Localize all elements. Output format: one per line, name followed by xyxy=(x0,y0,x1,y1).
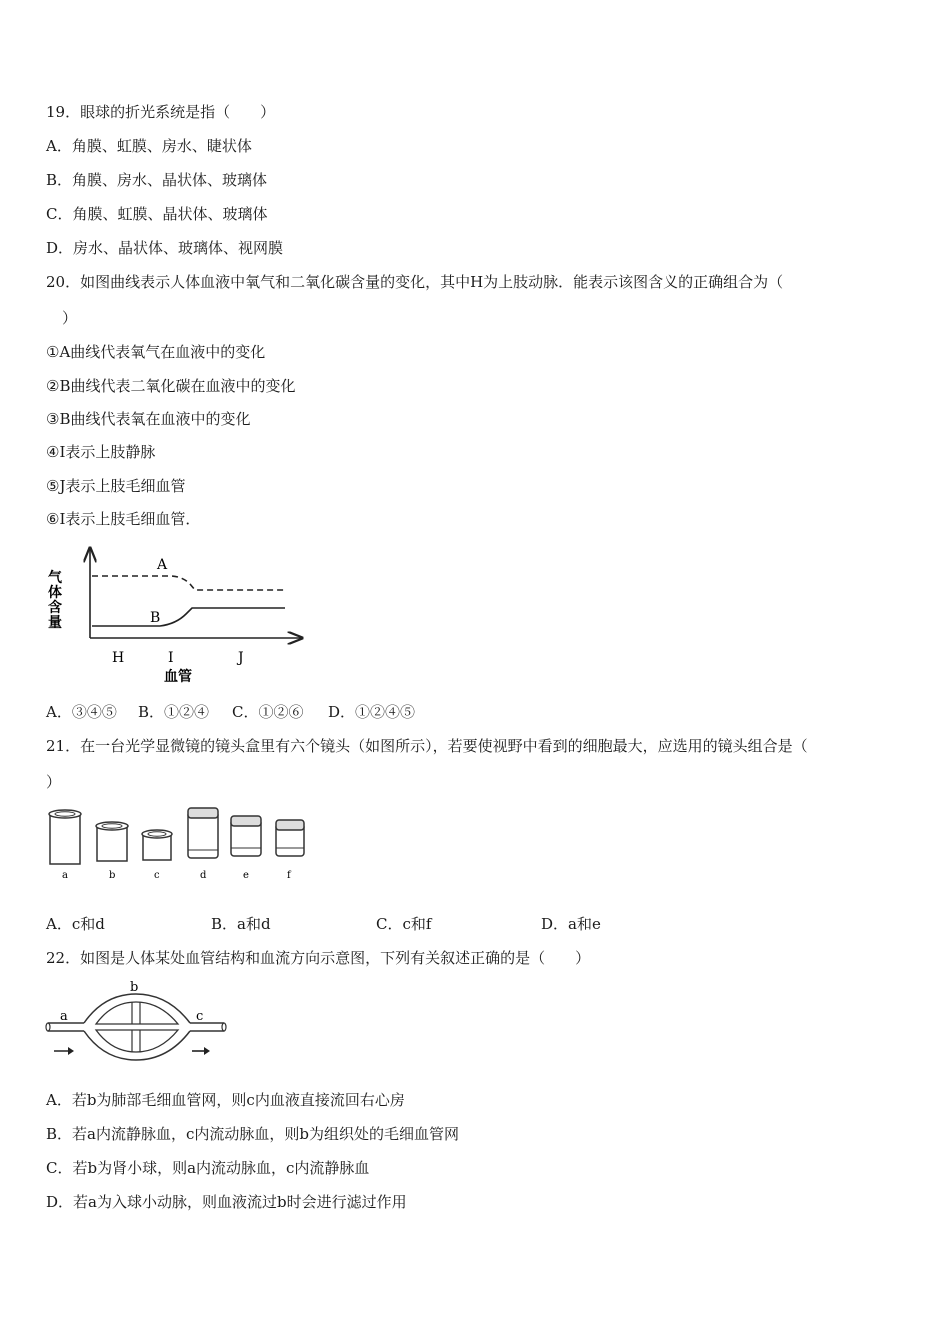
vessel-a xyxy=(48,1023,84,1031)
x-label-i: I xyxy=(168,650,174,666)
q21-option-b: B．a和d xyxy=(211,915,271,933)
lens-e xyxy=(231,816,261,856)
q22-option-d: D．若a为入球小动脉，则血液流过b时会进行滤过作用 xyxy=(46,1193,407,1211)
lens-a xyxy=(49,810,81,864)
flow-arrow-out xyxy=(192,1047,210,1055)
vessel-label-b: b xyxy=(130,980,139,995)
curve-a xyxy=(92,576,285,590)
q21-stem-line1: 21．在一台光学显微镜的镜头盒里有六个镜头（如图所示），若要使视野中看到的细胞最大，应选用的镜头组合是（ xyxy=(46,737,808,755)
curve-a-label: A xyxy=(157,557,168,573)
q20-statement-4: ④I表示上肢静脉 xyxy=(46,443,156,461)
q19-option-b: B．角膜、房水、晶状体、玻璃体 xyxy=(46,171,268,189)
q20-gas-content-figure xyxy=(40,540,320,690)
curve-b-label: B xyxy=(150,610,161,626)
vessel-b-outer xyxy=(84,994,190,1060)
lens-label-d: d xyxy=(200,870,207,881)
q20-option-d: D．①②④⑤ xyxy=(328,703,416,721)
vessel-b-inner xyxy=(96,1002,178,1052)
lens-label-b: b xyxy=(109,870,116,881)
lens-label-e: e xyxy=(243,870,249,881)
q20-statement-3: ③B曲线代表氧在血液中的变化 xyxy=(46,410,251,428)
q22-option-c: C．若b为肾小球，则a内流动脉血，c内流静脉血 xyxy=(46,1159,370,1177)
vessel-c xyxy=(190,1023,224,1031)
q20-option-a: A．③④⑤ xyxy=(46,703,117,721)
q22-vessel-figure xyxy=(44,980,234,1062)
y-label-char-1: 气 xyxy=(48,570,62,586)
q20-statement-6: ⑥I表示上肢毛细血管． xyxy=(46,510,201,528)
q20-stem-line2: ） xyxy=(62,309,78,327)
q22-option-a: A．若b为肺部毛细血管网，则c内血液直接流回右心房 xyxy=(46,1091,405,1109)
lens-label-c: c xyxy=(154,870,160,881)
q21-lens-figure xyxy=(44,802,324,882)
x-label-h: H xyxy=(112,650,125,666)
lens-d xyxy=(188,808,218,858)
y-label-char-2: 体 xyxy=(48,585,62,601)
q21-option-c: C．c和f xyxy=(376,915,432,933)
q20-options xyxy=(46,702,415,722)
q20-statement-2: ②B曲线代表二氧化碳在血液中的变化 xyxy=(46,377,296,395)
q21-option-d: D．a和e xyxy=(541,915,601,933)
vessel-label-c: c xyxy=(196,1009,204,1024)
q19-option-a: A．角膜、虹膜、房水、睫状体 xyxy=(46,137,252,155)
q20-option-c: C．①②⑥ xyxy=(232,703,304,721)
y-label-char-4: 量 xyxy=(48,615,62,631)
x-label-j: J xyxy=(238,650,244,666)
y-label-char-3: 含 xyxy=(48,600,62,616)
q22-option-b: B．若a内流静脉血，c内流动脉血，则b为组织处的毛细血管网 xyxy=(46,1125,459,1143)
curve-b xyxy=(92,608,285,626)
vessel-label-a: a xyxy=(60,1009,68,1024)
q21-stem-line2: ） xyxy=(46,773,62,791)
q22-stem: 22．如图是人体某处血管结构和血流方向示意图，下列有关叙述正确的是（ ） xyxy=(46,949,591,967)
q21-option-a: A．c和d xyxy=(46,915,105,933)
lens-f xyxy=(276,820,304,856)
lens-c xyxy=(142,830,172,860)
q21-options xyxy=(46,914,601,934)
q19-option-d: D．房水、晶状体、玻璃体、视网膜 xyxy=(46,239,284,257)
lens-b xyxy=(96,822,128,861)
q20-statement-5: ⑤J表示上肢毛细血管 xyxy=(46,477,186,495)
q20-statement-1: ①A曲线代表氧气在血液中的变化 xyxy=(46,343,266,361)
flow-arrow-in xyxy=(54,1047,74,1055)
x-axis-title: 血管 xyxy=(164,669,192,685)
q20-option-b: B．①②④ xyxy=(138,703,210,721)
q19-stem: 19．眼球的折光系统是指（ ） xyxy=(46,103,276,121)
q20-stem-line1: 20．如图曲线表示人体血液中氧气和二氧化碳含量的变化，其中H为上肢动脉．能表示该图含义的正确组合为（ xyxy=(46,273,784,291)
q19-option-c: C．角膜、虹膜、晶状体、玻璃体 xyxy=(46,205,268,223)
lens-label-f: f xyxy=(287,870,291,881)
lens-label-a: a xyxy=(62,870,68,881)
